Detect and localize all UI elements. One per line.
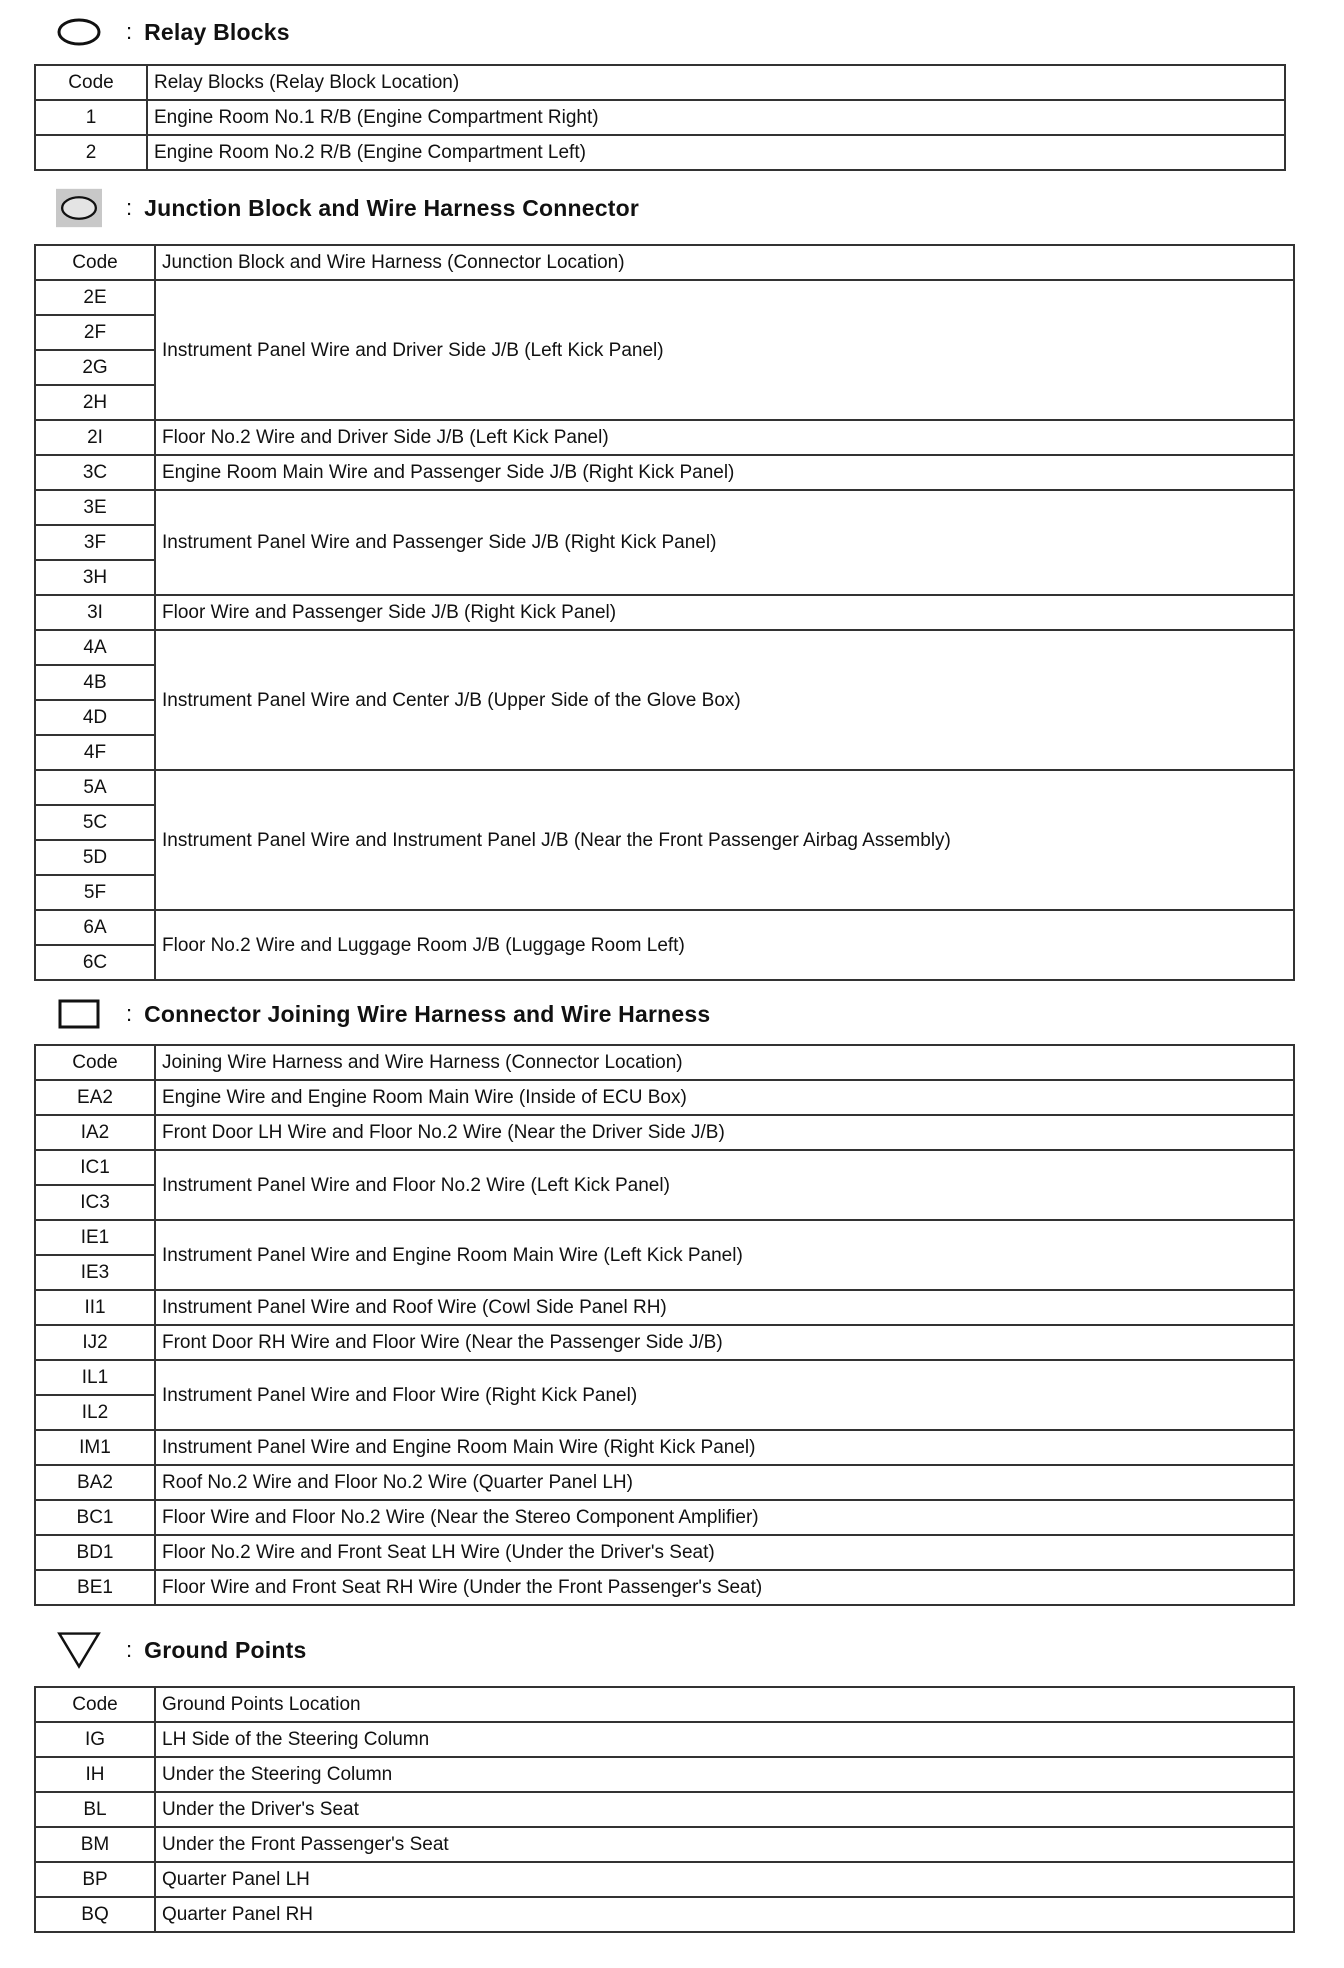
ground-points-table — [34, 1686, 1295, 1933]
location-cell: Floor No.2 Wire and Driver Side J/B (Left Kick Panel) — [155, 420, 1294, 455]
table-row — [35, 1757, 1294, 1792]
ellipse-outline-icon — [56, 17, 102, 47]
location-cell: Engine Room No.1 R/B (Engine Compartment Right) — [147, 100, 1285, 135]
code-cell: IM1 — [35, 1430, 155, 1465]
code-cell: BL — [35, 1792, 155, 1827]
table-row — [35, 455, 1294, 490]
code-cell: IG — [35, 1722, 155, 1757]
header-location-cell: Joining Wire Harness and Wire Harness (Connector Location) — [155, 1045, 1294, 1080]
code-cell: BE1 — [35, 1570, 155, 1605]
relay-blocks-table — [34, 64, 1286, 171]
table-row — [35, 1360, 1294, 1395]
header-location-cell: Ground Points Location — [155, 1687, 1294, 1722]
code-cell: 2G — [35, 350, 155, 385]
table-header-row — [35, 1045, 1294, 1080]
section-title: Connector Joining Wire Harness and Wire Harness — [144, 1000, 711, 1027]
table-row — [35, 1570, 1294, 1605]
table-row — [35, 595, 1294, 630]
code-cell: 3F — [35, 525, 155, 560]
code-cell: IL2 — [35, 1395, 155, 1430]
table-row — [35, 490, 1294, 525]
header-location-cell: Junction Block and Wire Harness (Connector Location) — [155, 245, 1294, 280]
location-cell: Instrument Panel Wire and Driver Side J/B (Left Kick Panel) — [155, 280, 1294, 420]
header-code-cell: Code — [35, 245, 155, 280]
code-cell: IC3 — [35, 1185, 155, 1220]
table-row — [35, 1792, 1294, 1827]
table-row — [35, 1115, 1294, 1150]
connector-joining-heading: : Connector Joining Wire Harness and Wire Harness — [56, 992, 710, 1036]
table-row — [35, 1862, 1294, 1897]
table-header-row — [35, 65, 1285, 100]
header-code-cell: Code — [35, 65, 147, 100]
code-cell: 2H — [35, 385, 155, 420]
code-cell: 5A — [35, 770, 155, 805]
table-row — [35, 1430, 1294, 1465]
header-code-cell: Code — [35, 1045, 155, 1080]
code-cell: 6C — [35, 945, 155, 980]
section-title: Junction Block and Wire Harness Connector — [144, 194, 640, 221]
table-row — [35, 1080, 1294, 1115]
table-row — [35, 1722, 1294, 1757]
location-cell: Front Door RH Wire and Floor Wire (Near the Passenger Side J/B) — [155, 1325, 1294, 1360]
location-cell: Under the Steering Column — [155, 1757, 1294, 1792]
location-cell: Floor Wire and Floor No.2 Wire (Near the Stereo Component Amplifier) — [155, 1500, 1294, 1535]
table-row — [35, 630, 1294, 665]
table-row — [35, 1827, 1294, 1862]
location-cell: Floor No.2 Wire and Front Seat LH Wire (Under the Driver's Seat) — [155, 1535, 1294, 1570]
code-cell: IC1 — [35, 1150, 155, 1185]
code-cell: 3E — [35, 490, 155, 525]
table-row — [35, 280, 1294, 315]
location-cell: Instrument Panel Wire and Instrument Panel J/B (Near the Front Passenger Airbag Assembly) — [155, 770, 1294, 910]
code-cell: IL1 — [35, 1360, 155, 1395]
location-cell: Instrument Panel Wire and Floor Wire (Right Kick Panel) — [155, 1360, 1294, 1430]
location-cell: Instrument Panel Wire and Roof Wire (Cowl Side Panel RH) — [155, 1290, 1294, 1325]
code-cell: II1 — [35, 1290, 155, 1325]
code-cell: BD1 — [35, 1535, 155, 1570]
table-row — [35, 1897, 1294, 1932]
section-title: Ground Points — [144, 1636, 307, 1663]
location-cell: Instrument Panel Wire and Passenger Side J/B (Right Kick Panel) — [155, 490, 1294, 595]
code-cell: 3I — [35, 595, 155, 630]
code-cell: 4D — [35, 700, 155, 735]
code-cell: IE1 — [35, 1220, 155, 1255]
code-cell: 5C — [35, 805, 155, 840]
code-cell: 3C — [35, 455, 155, 490]
table-row — [35, 420, 1294, 455]
location-cell: Quarter Panel RH — [155, 1897, 1294, 1932]
code-cell: IA2 — [35, 1115, 155, 1150]
code-cell: BM — [35, 1827, 155, 1862]
code-cell: 2E — [35, 280, 155, 315]
location-cell: Instrument Panel Wire and Floor No.2 Wire (Left Kick Panel) — [155, 1150, 1294, 1220]
table-header-row — [35, 245, 1294, 280]
code-cell: 5F — [35, 875, 155, 910]
code-cell: IE3 — [35, 1255, 155, 1290]
table-row — [35, 100, 1285, 135]
code-cell: 6A — [35, 910, 155, 945]
code-cell: EA2 — [35, 1080, 155, 1115]
table-row — [35, 1290, 1294, 1325]
table-row — [35, 1500, 1294, 1535]
location-cell: Under the Driver's Seat — [155, 1792, 1294, 1827]
table-row — [35, 135, 1285, 170]
location-cell: Engine Room No.2 R/B (Engine Compartment Left) — [147, 135, 1285, 170]
table-header-row — [35, 1687, 1294, 1722]
code-cell: BA2 — [35, 1465, 155, 1500]
table-row — [35, 1150, 1294, 1185]
junction-block-table — [34, 244, 1295, 981]
location-cell: Front Door LH Wire and Floor No.2 Wire (Near the Driver Side J/B) — [155, 1115, 1294, 1150]
code-cell: 4A — [35, 630, 155, 665]
code-cell: 4B — [35, 665, 155, 700]
location-cell: Engine Room Main Wire and Passenger Side J/B (Right Kick Panel) — [155, 455, 1294, 490]
ground-points-heading: : Ground Points — [56, 1628, 306, 1672]
location-cell: Floor Wire and Front Seat RH Wire (Under the Front Passenger's Seat) — [155, 1570, 1294, 1605]
junction-block-heading: : Junction Block and Wire Harness Connector — [56, 186, 639, 230]
rectangle-outline-icon — [56, 997, 102, 1031]
location-cell: Instrument Panel Wire and Center J/B (Upper Side of the Glove Box) — [155, 630, 1294, 770]
location-cell: LH Side of the Steering Column — [155, 1722, 1294, 1757]
table-row — [35, 1220, 1294, 1255]
code-cell: IH — [35, 1757, 155, 1792]
code-cell: 3H — [35, 560, 155, 595]
connector-joining-table — [34, 1044, 1295, 1606]
triangle-down-icon — [56, 1626, 102, 1674]
code-cell: 4F — [35, 735, 155, 770]
code-cell: 2I — [35, 420, 155, 455]
relay-blocks-heading: : Relay Blocks — [56, 10, 290, 54]
location-cell: Engine Wire and Engine Room Main Wire (Inside of ECU Box) — [155, 1080, 1294, 1115]
table-row — [35, 770, 1294, 805]
table-row — [35, 1325, 1294, 1360]
location-cell: Instrument Panel Wire and Engine Room Main Wire (Left Kick Panel) — [155, 1220, 1294, 1290]
code-cell: BP — [35, 1862, 155, 1897]
header-code-cell: Code — [35, 1687, 155, 1722]
header-location-cell: Relay Blocks (Relay Block Location) — [147, 65, 1285, 100]
code-cell: 2F — [35, 315, 155, 350]
location-cell: Quarter Panel LH — [155, 1862, 1294, 1897]
location-cell: Floor Wire and Passenger Side J/B (Right Kick Panel) — [155, 595, 1294, 630]
code-cell: BC1 — [35, 1500, 155, 1535]
table-row — [35, 1535, 1294, 1570]
code-cell: 5D — [35, 840, 155, 875]
location-cell: Floor No.2 Wire and Luggage Room J/B (Luggage Room Left) — [155, 910, 1294, 980]
location-cell: Under the Front Passenger's Seat — [155, 1827, 1294, 1862]
code-cell: IJ2 — [35, 1325, 155, 1360]
code-cell: 2 — [35, 135, 147, 170]
table-row — [35, 1465, 1294, 1500]
table-row — [35, 910, 1294, 945]
location-cell: Instrument Panel Wire and Engine Room Main Wire (Right Kick Panel) — [155, 1430, 1294, 1465]
shaded-ellipse-icon — [56, 183, 102, 233]
location-cell: Roof No.2 Wire and Floor No.2 Wire (Quarter Panel LH) — [155, 1465, 1294, 1500]
section-title: Relay Blocks — [144, 18, 290, 45]
code-cell: 1 — [35, 100, 147, 135]
code-cell: BQ — [35, 1897, 155, 1932]
